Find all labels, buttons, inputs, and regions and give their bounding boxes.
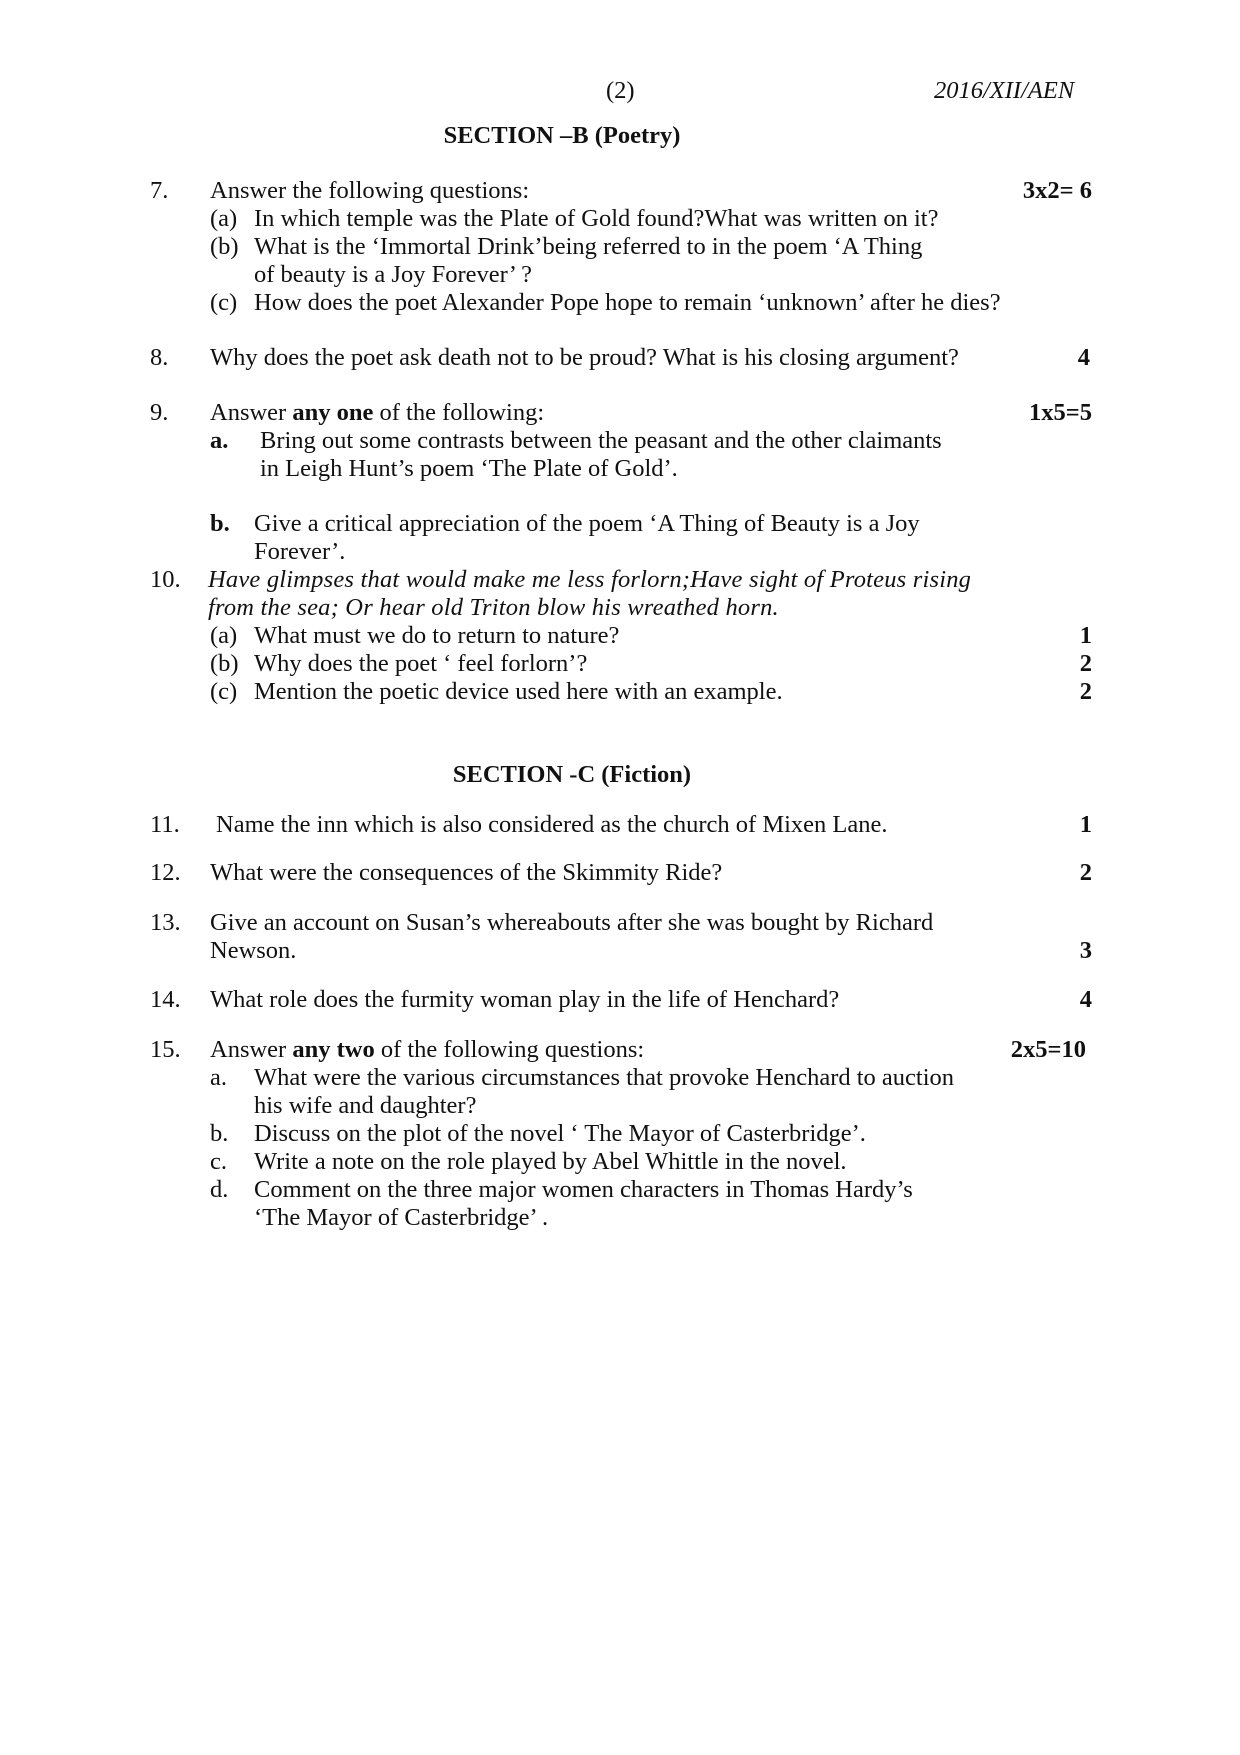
q12-number: 12. — [150, 859, 181, 886]
q9a-text-line1: Bring out some contrasts between the peasant and the other claimants — [260, 427, 942, 454]
q15-number: 15. — [150, 1036, 181, 1063]
q14-number: 14. — [150, 986, 181, 1013]
q11-marks: 1 — [1079, 811, 1092, 838]
q8-marks: 4 — [1077, 344, 1090, 371]
q14-marks: 4 — [1079, 986, 1092, 1013]
q15-marks: 2x5=10 — [1010, 1036, 1086, 1063]
q9a-label: a. — [210, 427, 229, 454]
q13-number: 13. — [150, 909, 181, 936]
q14-text: What role does the furmity woman play in the life of Henchard? — [210, 986, 840, 1013]
q10a-text: What must we do to return to nature? — [254, 622, 620, 649]
q15d-text-line2: ‘The Mayor of Casterbridge’ . — [254, 1204, 549, 1231]
q15b-text: Discuss on the plot of the novel ‘ The Mayor of Casterbridge’. — [254, 1120, 866, 1147]
q9-text — [210, 397, 544, 428]
q7-marks: 3x2= 6 — [1022, 177, 1092, 204]
q10c-marks: 2 — [1079, 678, 1092, 705]
q8-number: 8. — [150, 344, 169, 371]
q10-quote-line1: Have glimpses that would make me less forlorn;Have sight of Proteus rising — [208, 566, 972, 593]
q7b-label: (b) — [210, 233, 239, 260]
q15-text — [210, 1034, 644, 1065]
q7b-text-line1: What is the ‘Immortal Drink’being referred to in the poem ‘A Thing — [254, 233, 923, 260]
q11-text: Name the inn which is also considered as the church of Mixen Lane. — [216, 811, 888, 838]
q10a-marks: 1 — [1079, 622, 1092, 649]
q10-number: 10. — [150, 566, 181, 593]
q7-text: Answer the following questions: — [210, 177, 530, 204]
q9-text-pre: Answer — [210, 399, 293, 426]
q8-text: Why does the poet ask death not to be proud? What is his closing argument? — [210, 344, 959, 371]
q10a-label: (a) — [210, 622, 238, 649]
q15a-text-line1: What were the various circumstances that provoke Henchard to auction — [254, 1064, 955, 1091]
q9b-label: b. — [210, 510, 230, 537]
q10-quote-line2: from the sea; Or hear old Triton blow his wreathed horn. — [208, 594, 779, 621]
q9-text-bold: any one — [292, 399, 374, 426]
q7a-label: (a) — [210, 205, 238, 232]
q15-text-post: of the following questions: — [374, 1036, 645, 1063]
q15c-text: Write a note on the role played by Abel Whittle in the novel. — [254, 1148, 847, 1175]
q15d-text-line1: Comment on the three major women characters in Thomas Hardy’s — [254, 1176, 913, 1203]
q15d-label: d. — [210, 1176, 229, 1203]
q7-number: 7. — [150, 177, 169, 204]
section-b-title: SECTION –B (Poetry) — [443, 122, 681, 149]
q15b-label: b. — [210, 1120, 229, 1147]
q11-number: 11. — [150, 811, 180, 838]
q10c-label: (c) — [210, 678, 238, 705]
q9-marks: 1x5=5 — [1029, 399, 1092, 426]
q7a-text: In which temple was the Plate of Gold found?What was written on it? — [254, 205, 939, 232]
q13-text-line1: Give an account on Susan’s whereabouts after she was bought by Richard — [210, 909, 934, 936]
q7c-label: (c) — [210, 289, 238, 316]
q15a-text-line2: his wife and daughter? — [254, 1092, 477, 1119]
q10b-label: (b) — [210, 650, 239, 677]
q15c-label: c. — [210, 1148, 227, 1175]
q12-marks: 2 — [1079, 859, 1092, 886]
q13-marks: 3 — [1079, 937, 1092, 964]
paper-code: 2016/XII/AEN — [934, 77, 1075, 104]
q9b-text-line2: Forever’. — [254, 538, 346, 565]
q10b-marks: 2 — [1079, 650, 1092, 677]
q12-text: What were the consequences of the Skimmity Ride? — [210, 859, 723, 886]
q9-text-post: of the following: — [373, 399, 545, 426]
q10b-text: Why does the poet ‘ feel forlorn’? — [254, 650, 588, 677]
q9b-text-line1: Give a critical appreciation of the poem ‘A Thing of Beauty is a Joy — [254, 510, 920, 537]
section-c-title: SECTION -C (Fiction) — [452, 761, 692, 788]
page-number: (2) — [606, 77, 635, 104]
q7c-text: How does the poet Alexander Pope hope to remain ‘unknown’ after he dies? — [254, 289, 1001, 316]
q15a-label: a. — [210, 1064, 227, 1091]
q9a-text-line2: in Leigh Hunt’s poem ‘The Plate of Gold’. — [260, 455, 678, 482]
q10c-text: Mention the poetic device used here with an example. — [254, 678, 783, 705]
q15-text-pre: Answer — [210, 1036, 293, 1063]
q15-text-bold: any two — [292, 1036, 375, 1063]
q7b-text-line2: of beauty is a Joy Forever’ ? — [254, 261, 533, 288]
q9-number: 9. — [150, 399, 169, 426]
q13-text-line2: Newson. — [210, 937, 297, 964]
